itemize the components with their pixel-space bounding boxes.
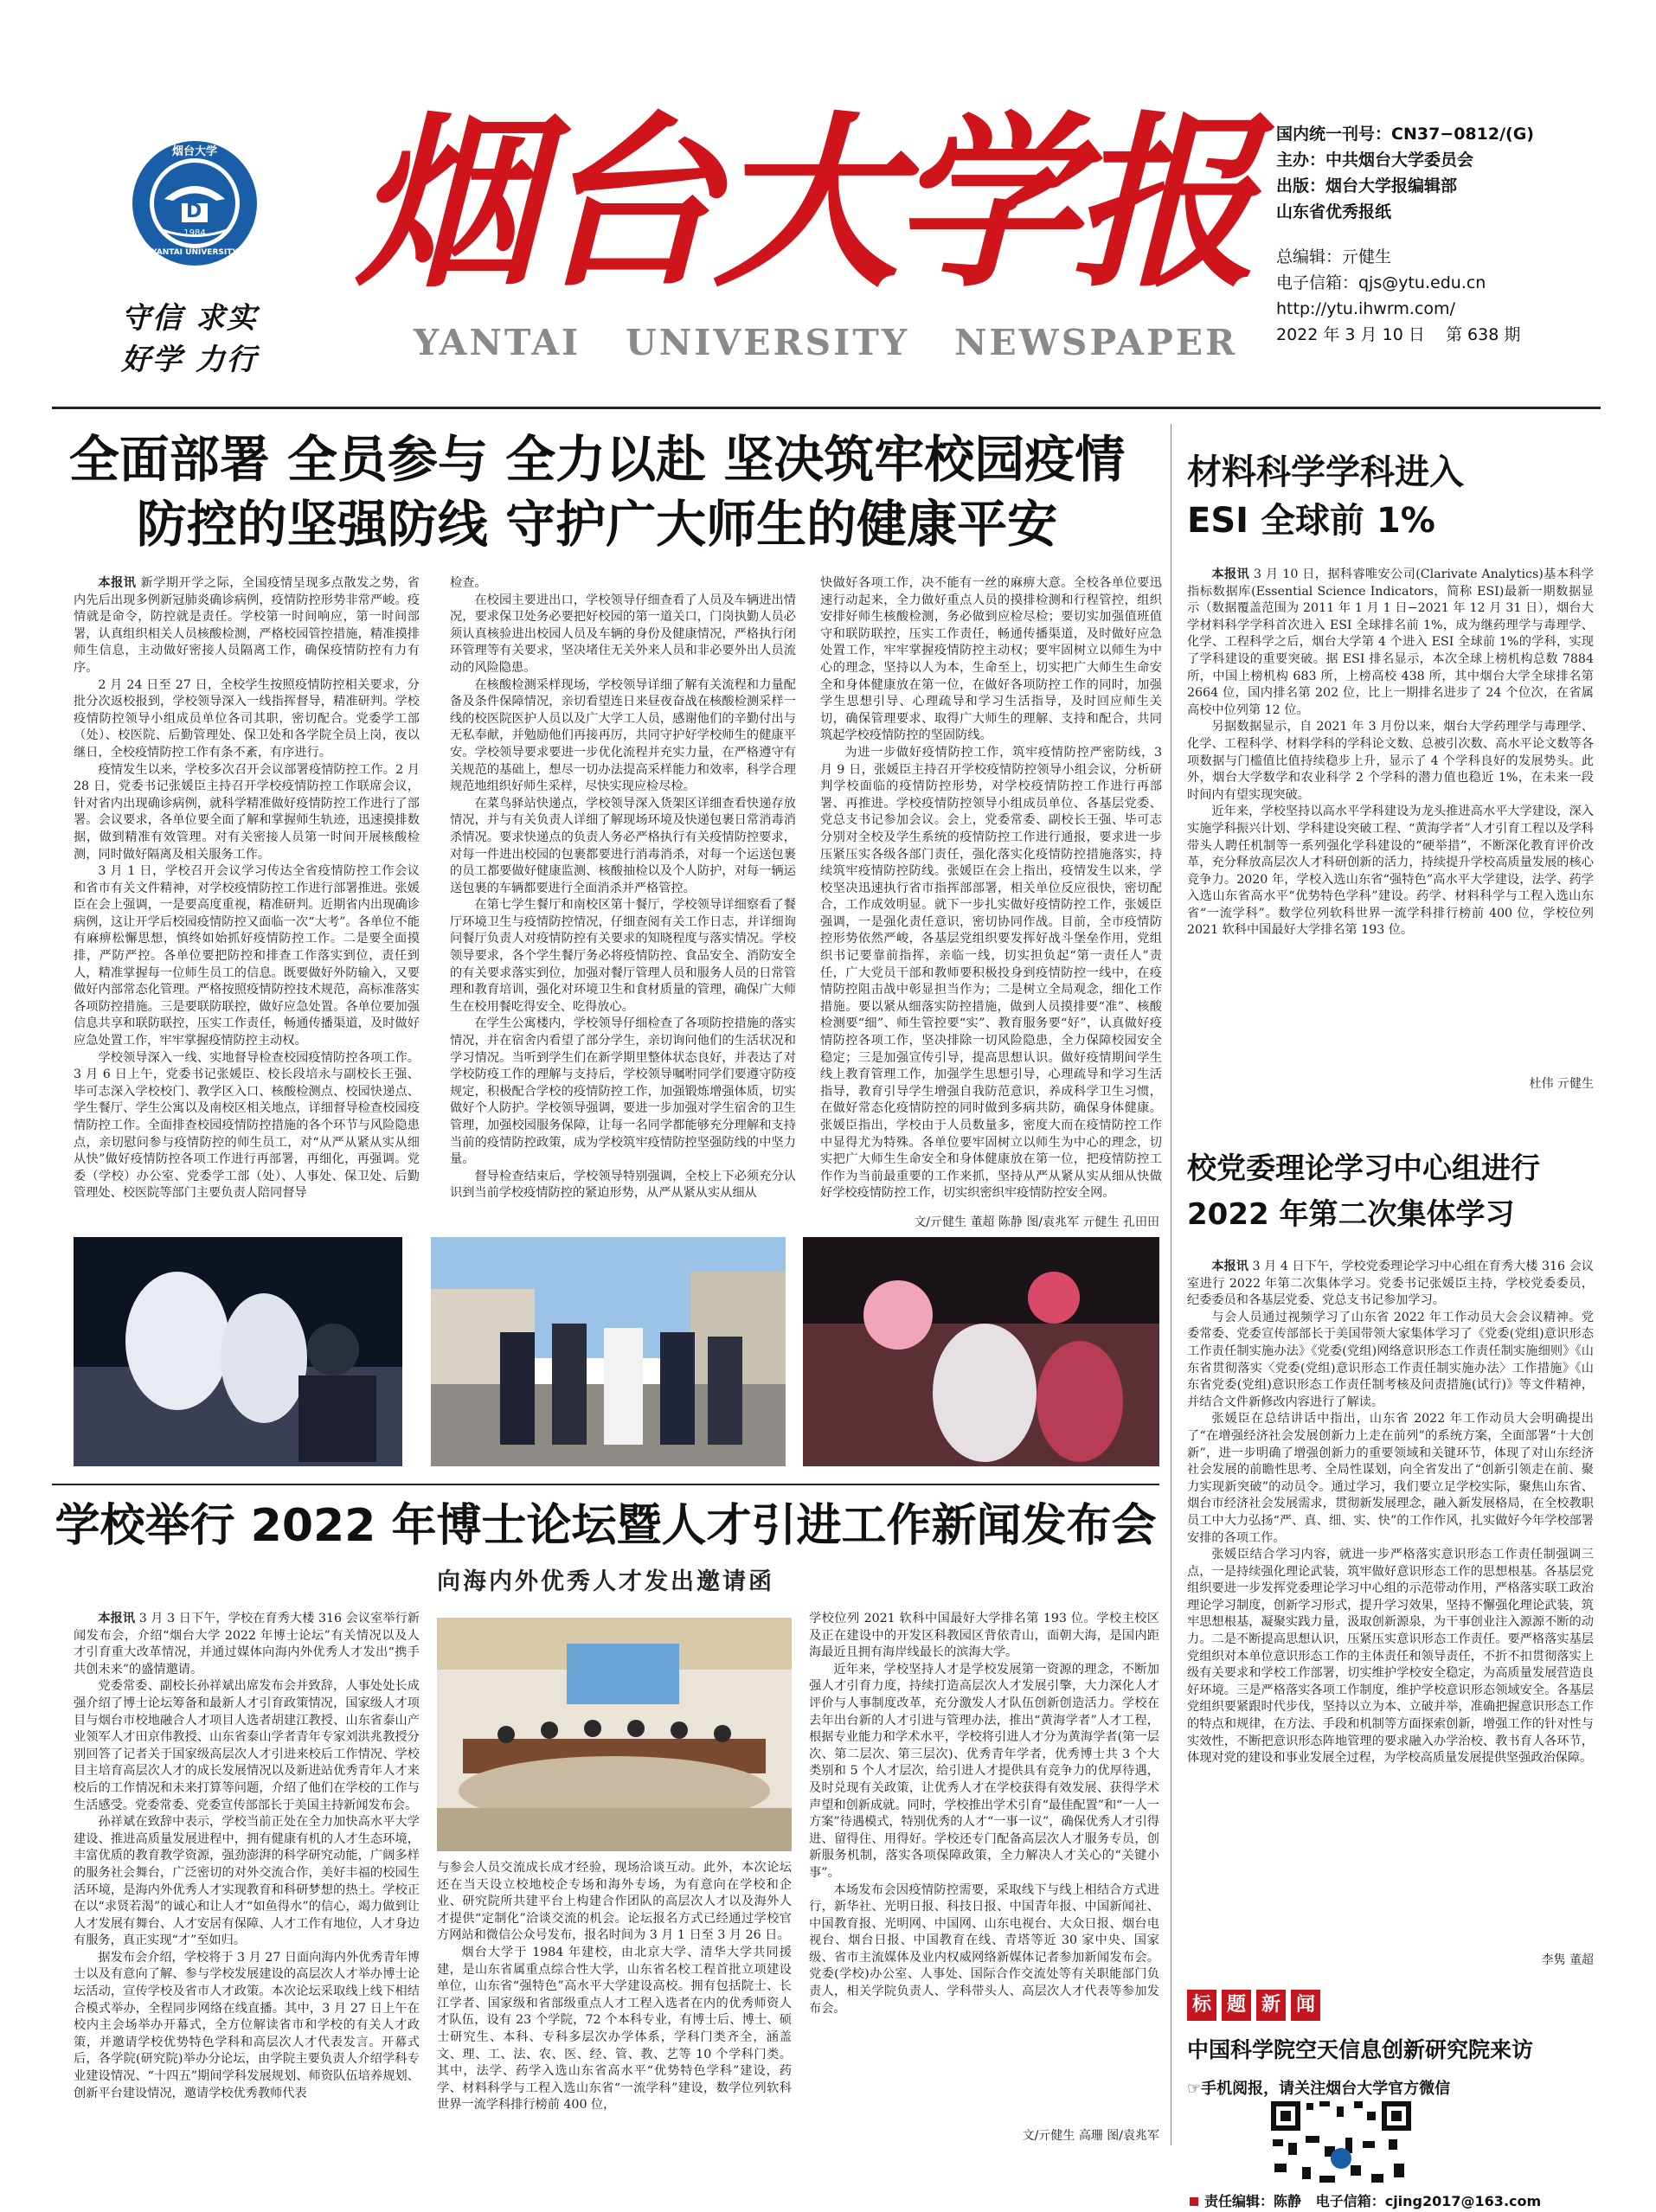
forum-top-rule [52,1484,1159,1485]
photo-nucleic-acid-testing [74,1237,402,1466]
lead-credit: 文/亓健生 董超 陈静 图/袁兆军 亓健生 孔田田 [914,1215,1159,1229]
sponsor: 主办：中共烟台大学委员会 [1276,151,1474,170]
logo-year: 1984 [183,228,206,238]
footer-editor: 责任编辑：陈静 电子信箱：cjing2017@163.com [1204,2193,1542,2209]
masthead [0,0,1656,407]
logo-letter: D [186,201,202,222]
party-headline-line-2: 2022 年第二次集体学习 [1187,1197,1515,1232]
party-headline-line-1: 校党委理论学习中心组进行 [1187,1151,1540,1186]
email: 电子信箱：qjs@ytu.edu.cn [1276,273,1486,292]
footer-red-marker [1190,2197,1198,2206]
esi-credit: 杜伟 亓健生 [1529,1077,1594,1091]
lead-column-1: 本报讯 新学期开学之际，全国疫情呈现多点散发之势，省内先后出现多例新冠肺炎确诊病例，疫情防控形势非常严峻。疫情就是命令，防控就是责任。学校第一时间响应，第一时间部署，认真组织相关人员核酸检测，严格校园管控措施，精准摸排师生信息，主动做好密接人员隔离工作，确保疫情防控有力有序。 2 月 24 日至 27 日，全校学生按照疫情防控相关要求，分批分次返校报到，学校领导深入一线指挥督导，精准研判。学校疫情防控领导小组成员单位各司其职，密切配合。党委学工部（处）、校医院、后勤管理处、保卫处和各学院全员上岗，夜以继日，全校疫情防控工作有条不紊，有序进行。 疫情发生以来，学校多次召开会议部署疫情防控工作。2 月 28 日，党委书记张媛臣主持召开学校疫情防控工作联席会议，针对省内出现确诊病例，就科学精准做好疫情防控工作进行了部署。会议要求，各单位要全面了解和掌握师生轨迹，迅速摸排数据，做到精准有效管理。对有关密接人员第一时间开展核酸检测，同时做好隔离及相关服务工作。 3 月 1 日，学校召开会议学习传达全省疫情防控工作会议和省市有关文件精神，对学校疫情防控工作进行部署推进。张媛臣在会上强调，一是要高度重视，精准研判。近期省内出现确诊病例，这让开学后校园疫情防控又面临一次“大考”。各单位不能有麻痹松懈思想，慎终如始抓好疫情防控工作。二是要全面摸排，严防严控。各单位要把防控和排查工作落实到位，责任到人，精准掌握每一位师生员工的信息。既要做好外防输入，又要做好内部常态化管理。严格按照疫情防控技术规范，高标准落实各项防控措施。三是要联防联控，做好应急处置。各单位要加强信息共享和联防联控，压实工作责任，畅通传播渠道，及时做好应急处置工作，牢牢掌握疫情防控主动权。 学校领导深入一线、实地督导检查校园疫情防控各项工作。3 月 6 日上午，党委书记张媛臣、校长段培永与副校长王强、毕可志深入学校校门、教学区入口、核酸检测点、校园快递点、学生餐厅、学生公寓以及南校区相关地点，详细督导检查校园疫情防控工作。全面排查校园疫情防控措施的各个环节与风险隐患点，亲切慰问参与疫情防控的师生员工，对“从严从紧从实从细从快”做好疫情防控各项工作进行再部署，再细化，再强调。党委（学校）办公室、党委学工部（处）、人事处、保卫处、后勤管理处、校医院等部门主要负责人陪同督导 [74,576,420,1201]
logo-ring-text-en: YANTAI UNIVERSITY [151,248,238,257]
website-url[interactable]: http://ytu.ihwrm.com/ [1276,299,1455,318]
forum-column-1: 本报讯 3 月 3 日下午，学校在育秀大楼 316 会议室举行新闻发布会，介绍“烟台大学 2022 年博士论坛”有关情况以及人才引育重大改革情况，并通过媒体向海内外优秀人才发出“携手共创未来”的盛情邀请。 党委常委、副校长孙祥斌出席发布会并致辞，人事处处长成强介绍了博士论坛筹备和最新人才引育政策情况，国家级人才项目与烟台市校地融合人才项目人选者胡建江教授、山东省泰山产业领军人才田京伟教授、山东省泰山学者青年专家刘洪兆教授分别回答了记者关于国家级高层次人才引进来校后工作情况、学校目主培育高层次人才的成长发展情况以及新进站优秀青年人才来校后的工作情况和未来打算等问题，介绍了他们在学校的工作与生活感受。党委常委、党委宣传部部长于美国主持新闻发布会。 孙祥斌在致辞中表示，学校当前正处在全力加快高水平大学建设、推进高质量发展进程中，拥有健康有机的人才生态环境，丰富优质的教育教学资源，强劲澎湃的科学研究动能，广阔多样的服务社会舞台，广泛密切的对外交流合作，美好丰福的校园生活环境，是海内外优秀人才实现教育和科研梦想的热土。学校正在以“求贤若渴”的诚心和让人才“如鱼得水”的信心，竭力做到让人才发展有舞台、人才安居有保障、人才工作有地位，人才身边有服务，真正实现“才”至如归。 据发布会介绍，学校将于 3 月 27 日面向海内外优秀青年博士以及有意向了解、参与学校发展建设的高层次人才举办博士论坛活动，宣传学校及省市人才政策。本次论坛采取线上线下相结合模式举办，全程同步网络在线直播。其中，3 月 27 日上午在校内主会场举办开幕式，全方位解读省市和学校的有关人才政策，并邀请学校优势特色学科和高层次人才代表发言。开幕式后，各学院(研究院)举办分论坛，由学院主要负责人介绍学科专业建设情况、“十四五”期间学科发展规划、师资队伍培养规划、创新平台建设情况，邀请学校优秀教师代表 [74,1612,420,2100]
issue-date: 2022 年 3 月 10 日 第 638 期 [1276,325,1521,344]
masthead-rule [52,407,1601,409]
photo-press-conference [437,1618,792,1851]
title-news-label [1187,1990,1320,2023]
forum-headline: 学校举行 2022 年博士论坛暨人才引进工作新闻发布会 [55,1500,1157,1552]
issue-info [1276,121,1640,348]
title-news-char: 新 [1256,1990,1286,2021]
esi-body: 本报讯 3 月 10 日，据科睿唯安公司(Clarivate Analytics)基本科学指标数据库(Essential Science Indicators，简称 ESI)最新一期数据显示（数据覆盖范围为 2011 年 1 月 1 日−2021 年 12 月 31 日），烟台大学材料科学学科首次进入 ESI 全球排名前 1%，成为继药理学与毒理学、化学、工程科学之后，烟台大学第 4 个进入 ESI 全球前 1%的学科，实现了学科建设的重要突破。据 ESI 排名显示，本次全球上榜机构总数 7884 所，中国上榜机构 683 所，上榜高校 438 所，其中烟台大学全球排名第 2664 位，国内排名第 202 位，比上一期排名进步了 24 个位次，在省属高校中位列第 12 位。 另据数据显示，自 2021 年 3 月份以来，烟台大学药理学与毒理学、化学、工程科学、材料学科的学科论文数、总被引次数、高水平论文数等各项数据与门槛值比值持续稳步上升，显示了 4 个学科良好的发展势头。此外，烟台大学数学和农业科学 2 个学科的潜力值也稳近 1%，在未来一段时间内有望实现突破。 近年来，学校坚持以高水平学科建设为龙头推进高水平大学建设，深入实施学科振兴计划、学科建设突破工程、“黄海学者”人才引育工程以及学科带头人聘任机制等一系列强化学科建设的“硬举措”，不断深化教育评价改革，充分释放高层次人才科研创新的活力，持续提升学校高质量发展的核心竞争力。2020 年，学校入选山东省“强特色”高水平大学建设，法学、药学入选山东省高水平“优势特色学科”建设。药学、材料科学与工程入选山东省“一流学科”。数学位列软科世界一流学科排行榜前 400 位，学校位列 2021 软科中国最好大学排名第 193 位。 [1187,567,1594,938]
photo-students-night-queue [803,1237,1159,1466]
title-news-char: 题 [1222,1990,1251,2021]
wechat-label: ☞手机阅报，请关注烟台大学官方微信 [1187,2080,1451,2098]
title-news-headline: 中国科学院空天信息创新研究院来访 [1187,2037,1534,2062]
logo-ring-text: 烟台大学 [171,145,217,158]
forum-credit: 文/亓健生 高珊 图/袁兆军 [1022,2129,1159,2143]
forum-subtitle: 向海内外优秀人才发出邀请函 [437,1568,774,1595]
party-body: 本报讯 3 月 4 日下午，学校党委理论学习中心组在育秀大楼 316 会议室进行 2022 年第二次集体学习。党委书记张媛臣主持，学校党委委员，纪委委员和各基层党委、党总支书记参加学习。 与会人员通过视频学习了山东省 2022 年工作动员大会会议精神。党委常委、党委宣传部部长于美国带领大家集体学习了《党委(党组)意识形态工作责任制实施办法》《党委(党组)网络意识形态工作责任制实施细则》《山东省贯彻落实〈党委(党组)意识形态工作责任制实施办法〉工作措施》《山东省党委(党组)意识形态工作责任制考核及问责措施(试行)》等文件精神，并结合文件新修改内容进行了解读。 张媛臣在总结讲话中指出，山东省 2022 年工作动员大会明确提出了“在增强经济社会发展创新力上走在前列”的系统方案，全面部署“十大创新”，进一步明确了增强创新力的重要领域和关键环节，体现了对山东经济社会发展的前瞻性思考、全局性谋划，向全省发出了“创新引领走在前、聚力实现新突破”的动员令。通过学习，我们要立足学校实际，聚焦山东省、烟台市经济社会发展需求，贯彻新发展理念，融入新发展格局，在全校教职员工中大力弘扬“严、真、细、实、快”的工作作风，扎实做好今年学校部署安排的各项工作。 张媛臣结合学习内容，就进一步严格落实意识形态工作责任制强调三点，一是持续强化理论武装，筑牢做好意识形态工作的思想根基。各基层党组织要进一步发挥党委理论学习中心组的示范带动作用，严格落实联工政治理论学习制度，创新学习形式，提升学习效果，坚持不懈强化理论武装，筑牢思想根基，凝聚实践力量，汲取创新源泉，为干事创业注入源源不断的动力。二是不断提高思想认识，压紧压实意识形态工作责任。要严格落实基层党组织对本单位意识形态工作的主体责任和领导责任，不折不扣贯彻落实上级有关要求和学校工作部署，切实维护学校安全稳定，为高质量发展营造良好环境。三是严格落实各项工作制度，维护学校意识形态领域安全。各基层党组织要紧跟时代步伐，坚持以立为本、立破并举，准确把握意识形态工作的特点和规律，在方法、手段和机制等方面探索创新，增强工作的针对性与实效性，不断把意识形态阵地管理的要求融入办学治校、教书育人各环节，体现对党的建设和事业发展全过程，为学校高质量发展提供坚强政治保障。 [1187,1260,1594,1766]
esi-headline-line-2: ESI 全球前 1% [1187,501,1435,541]
university-logo [130,138,260,268]
title-news-char: 闻 [1291,1990,1320,2021]
award: 山东省优秀报纸 [1276,202,1392,221]
title-news-char: 标 [1187,1990,1216,2021]
publisher: 出版：烟台大学报编辑部 [1276,176,1458,196]
forum-column-2: 与参会人员交流成长成才经验，现场洽谈互动。此外，本次论坛还在当天设立校地校企专场和海外专场，为有意向在学校和企业、研究院所共建平台上构建合作团队的高层次人才以及海外人才提供“定制化”洽谈交流的机会。论坛报名方式已经通过学校官方网站和微信公众号发布，报名时间为 3 月 1 日至 3 月 26 日。 烟台大学于 1984 年建校，由北京大学、清华大学共同援建，是山东省属重点综合性大学，山东省名校工程首批立项建设单位，山东省“强特色”高水平大学建设高校。拥有包括院士、长江学者、国家级和省部级重点人才工程入选者在内的优秀师资人才队伍，设有 23 个学院，72 个本科专业，有博士后、博士、硕士研究生、本科、专科多层次办学体系，学科门类齐全，涵盖文、理、工、法、农、医、经、管、教、艺等 10 个学科门类。其中，法学、药学入选山东省高水平“优势特色学科”建设，药学、材料科学与工程入选山东省“一流学科”建设，数学位列软科世界一流学科排行榜前 400 位， [437,1861,792,2113]
newspaper-title: 烟台大学报 [355,93,1250,312]
photo-leaders-inspection [431,1237,786,1466]
lead-column-3: 快做好各项工作，决不能有一丝的麻痹大意。全校各单位要迅速行动起来，全力做好重点人员的摸排检测和行程管控，组织安排好师生核酸检测，务必做到应检尽检；要切实加强值班值守和联防联控，压实工作责任，畅通传播渠道，及时做好应急处置工作，牢牢掌握疫情防控主动权；要牢固树立以师生为中心的理念，坚持以人为本，生命至上，切实把广大师生生命安全和身体健康放在第一位，在做好各项防控工作的同时，加强学生思想引导、心理疏导和学习生活指导，及时回应师生关切，确保管理要求、取得广大师生的理解、支持和配合，共同筑起学校疫情防控的坚固防线。 为进一步做好疫情防控工作，筑牢疫情防控严密防线，3 月 9 日，张媛臣主持召开学校疫情防控领导小组会议，分析研判学校面临的疫情防控形势，对学校疫情防控工作进行再部署、再推进。学校疫情防控领导小组成员单位、各基层党委、党总支书记参加会议。会上，党委常委、副校长王强、毕可志分别对全校及学生系统的疫情防控工作进行通报，要求进一步压紧压实各级各部门责任，强化落实化疫情防控措施落实，持续筑牢疫情防控防线。张媛臣在会上指出，疫情发生以来，学校坚决迅速执行省市指挥部部署，相关单位反应很快，密切配合，工作成效明显。就下一步扎实做好疫情防控工作，张媛臣强调，一是强化责任意识，密切协同作战。目前，全市疫情防控形势依然严峻，各基层党组织要发挥好战斗堡垒作用，党组织书记要靠前指挥，亲临一线，切实担负起“第一责任人”责任，广大党员干部和教师要积极投身到疫情防控一线中，在疫情防控阻击战中彰显担当作为；二是树立全局观念，细化工作措施。要以紧从细落实防控措施，做到人员摸排要“准”、核酸检测要“细”、师生管控要“实”、教育服务要“好”，认真做好疫情防控各项工作，坚决排除一切风险隐患，全力保障校园安全稳定；三是加强宣传引导，提高思想认识。做好疫情期间学生线上教育管理工作，加强学生思想引导，心理疏导和学习生活指导，教育引导学生增强自我防范意识，养成科学卫生习惯，在做好常态化疫情防控的同时做到多病共防，确保身体健康。张媛臣指出，学校由于人员数量多，密度大而在疫情防控工作中显得尤为特殊。各单位要牢固树立以师生为中心的理念，切实把广大师生生命安全和身体健康放在第一位，把疫情防控工作作为当前最重要的工作来抓，坚持从严从紧从实从细从快做好学校疫情防控工作，切实织密织牢疫情防控安全网。 [820,576,1162,1201]
newspaper-english-title: YANTAI UNIVERSITY NEWSPAPER [414,322,1238,363]
chief-editor: 总编辑：亓健生 [1276,247,1392,266]
lead-column-2: 检查。 在校园主要进出口，学校领导仔细查看了人员及车辆进出情况，要求保卫处务必要把好校园的第一道关口，门岗执勤人员必须认真核验进出校园人员及车辆的身份及健康情况，严格执行闭环管理等有关要求，坚决堵住无关外来人员和非必要外出人员流动的风险隐患。 在核酸检测采样现场，学校领导详细了解有关流程和力量配备及条件保障情况，亲切看望连日来昼夜奋战在核酸检测采样一线的校医院医护人员以及广大学工人员，感谢他们的辛勤付出与无私奉献，并勉励他们再接再厉，共同守护好学校师生的健康平安。学校领导要求要进一步优化流程并充实力量，在严格遵守有关规范的基础上，想尽一切办法提高采样能力和效率，科学合理规范地组织好师生采样，尽快实现应检尽检。 在菜鸟驿站快递点，学校领导深入货架区详细查看快递存放情况，并与有关负责人详细了解现场环境及快递包裹日常消毒消杀情况。要求快递点的负责人务必严格执行有关疫情防控要求，对每一件进出校园的包裹都要进行消毒消杀，对每一个运送包裹的员工都要做好健康监测、核酸抽检以及个人防护，对每一辆运送包裹的车辆都要进行全面消杀并严格管控。 在第七学生餐厅和南校区第十餐厅，学校领导详细察看了餐厅环境卫生与疫情防控情况，仔细查阅有关工作日志，并详细询问餐厅负责人对疫情防控有关要求的知晓程度与落实情况。学校领导要求，各个学生餐厅务必将疫情防控、食品安全、消防安全的有关要求落实到位，加强对餐厅管理人员和服务人员的日常管理和教育培训，强化对环境卫生和食材质量的管理，确保广大师生在校用餐吃得安全、吃得放心。 在学生公寓楼内，学校领导仔细检查了各项防控措施的落实情况，并在宿舍内看望了部分学生，亲切询问他们的生活状况和学习情况。当听到学生们在新学期里整体状态良好，并表达了对学校防疫工作的理解与支持后，学校领导嘱咐同学们要遵守防疫规定，积极配合学校的疫情防控工作，加强锻炼增强体质，切实做好个人防护。学校领导强调，要进一步加强对学生宿舍的卫生管理，加强校园服务保障，让每一名同学都能够充分理解和支持当前的疫情防控政策，成为学校筑牢疫情防控坚强防线的中坚力量。 督导检查结束后，学校领导特别强调，全校上下必须充分认识到当前学校疫情防控的紧迫形势，从严从紧从实从细从 [450,576,796,1201]
party-credit: 李隽 董超 [1541,1953,1594,1967]
wechat-qr-code[interactable] [1268,2098,1415,2193]
issn: 国内统一刊号：CN37−0812/(G) [1276,125,1534,144]
lead-headline-line-2: 防控的坚强防线 守护广大师生的健康平安 [136,495,1058,554]
forum-column-3: 学校位列 2021 软科中国最好大学排名第 193 位。学校主校区及正在建设中的开发区科教园区背依青山，面朝大海，是国内距海最近且拥有海岸线最长的滨海大学。 近年来，学校坚持人才是学校发展第一资源的理念，不断加强人才引育力度，持续打造高层次人才发展引擎，大力深化人才评价与人事制度改革，充分激发人才队伍创新创造活力。学校在去年出台新的人才引进与管理办法，推出“黄海学者”人才工程，根据专业能力和学术水平，学校将引进人才分为黄海学者(第一层次、第二层次、第三层次)、优秀青年学者，优秀博士共 3 个大类别和 5 个人才层次，给引进人才提供具有竞争力的优厚待遇，及时兑现有关政策，让优秀人才在学校获得有效发展、获得学术声望和创新成就。同时，学校推出学术引育“最佳配置”和“一人一方案”待遇模式，特别优秀的人才“一事一议”，确保优秀人才引得进、留得住、用得好。学校还专门配备高层次人才服务专员，创新服务机制，落实各项保障政策，全力解决人才关心的“关键小事”。 本场发布会因疫情防控需要，采取线下与线上相结合方式进行，新华社、光明日报、科技日报、中国青年报、中国新闻社、中国教育报、光明网、中国网、山东电视台、大众日报、烟台电视台、烟台日报、中国教育在线、青塔等近 30 家中央、国家级、省市主流媒体及业内权威网络新媒体记者参加新闻发布会。党委(学校)办公室、人事处、国际合作交流处等有关职能部门负责人，相关学院负责人、学科带头人、高层次人才代表等参加发布会。 [809,1612,1159,2016]
motto-line-2: 好学 力行 [121,343,258,377]
lead-headline-line-1: 全面部署 全员参与 全力以赴 坚决筑牢校园疫情 [68,430,1126,489]
motto-line-1: 守信 求实 [121,301,258,336]
esi-headline-line-1: 材料科学学科进入 [1187,452,1464,492]
